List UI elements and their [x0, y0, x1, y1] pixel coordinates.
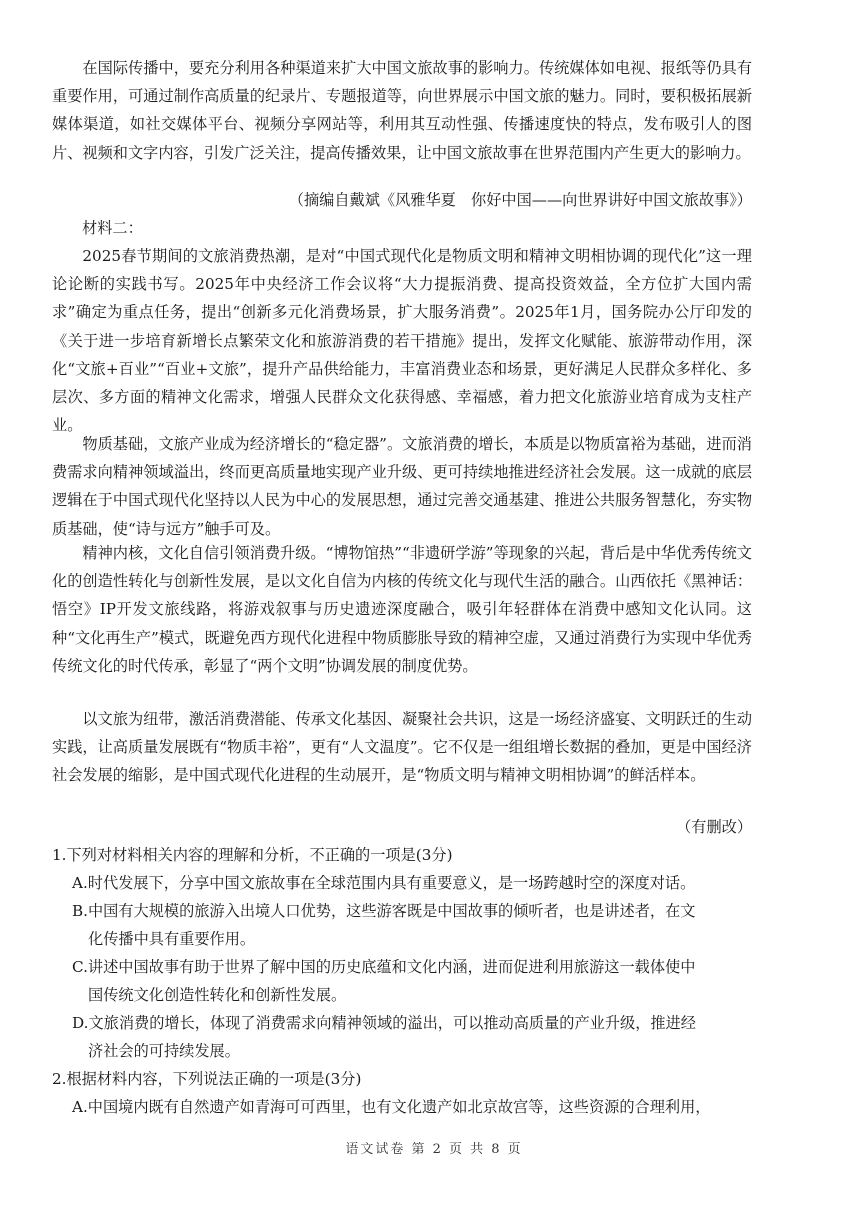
- question-2-option-a: A.中国境内既有自然遗产如青海可可西里，也有文化遗产如北京故宫等，这些资源的合理利用，: [72, 1098, 711, 1116]
- question-2-stem: 2.根据材料内容，下列说法正确的一项是(3分): [52, 1070, 362, 1088]
- material-two-label: 材料二：: [82, 219, 143, 237]
- paragraph-intl-communication: 在国际传播中，要充分利用各种渠道来扩大中国文旅故事的影响力。传统媒体如电视、报纸等仍具有重要作用，可通过制作高质量的纪录片、专题报道等，向世界展示中国文旅的魅力。同时，要积极拓展新媒体渠道，如社交媒体平台、视频分享网站等，利用其互动性强、传播速度快的特点，发布吸引人的图片、视频和文字内容，引发广泛关注，提高传播效果，让中国文旅故事在世界范围内产生更大的影响力。: [52, 59, 752, 162]
- paragraph-spring-festival: 2025春节期间的文旅消费热潮，是对“中国式现代化是物质文明和精神文明相协调的现代化”这一理论论断的实践书写。2025年中央经济工作会议将“大力提振消费、提高投资效益，全方位扩大国内需求”确定为重点任务，提出“创新多元化消费场景，扩大服务消费”。2025年1月，国务院办公厅印发的《关于进一步培育新增长点繁荣文化和旅游消费的若干措施》提出，发挥文化赋能、旅游带动作用，深化“文旅+百业”“百业+文旅”，提升产品供给能力，丰富消费业态和场景，更好满足人民群众多样化、多层次、多方面的精神文化需求，增强人民群众文化获得感、幸福感，着力把文化旅游业培育成为支柱产业。: [52, 247, 752, 435]
- paragraph-conclusion: 以文旅为纽带，激活消费潜能、传承文化基因、凝聚社会共识，这是一场经济盛宴、文明跃迁的生动实践，让高质量发展既有“物质丰裕”，更有“人文温度”。它不仅是一组组增长数据的叠加，更是中国经济社会发展的缩影，是中国式现代化进程的生动展开，是“物质文明与精神文明相协调”的鲜活样本。: [52, 710, 752, 785]
- question-1-option-b: B.中国有大规模的旅游入出境人口优势，这些游客既是中国故事的倾听者，也是讲述者，在文: [72, 902, 696, 920]
- edited-note: （有删改）: [676, 818, 752, 836]
- question-1-option-c-cont: 国传统文化创造性转化和创新性发展。: [88, 986, 347, 1004]
- question-1-option-d-cont: 济社会的可持续发展。: [88, 1042, 240, 1060]
- question-1-stem: 1.下列对材料相关内容的理解和分析，不正确的一项是(3分): [52, 846, 453, 864]
- question-1-option-d: D.文旅消费的增长，体现了消费需求向精神领域的溢出，可以推动高质量的产业升级，推进经: [72, 1014, 696, 1032]
- question-1-option-b-cont: 化传播中具有重要作用。: [88, 930, 256, 948]
- paragraph-spiritual-core: 精神内核，文化自信引领消费升级。“博物馆热”“非遗研学游”等现象的兴起，背后是中华优秀传统文化的创造性转化与创新性发展，是以文化自信为内核的传统文化与现代生活的融合。山西依托《黑神话：悟空》IP开发文旅线路，将游戏叙事与历史遗迹深度融合，吸引年轻群体在消费中感知文化认同。这种“文化再生产”模式，既避免西方现代化进程中物质膨胀导致的精神空虚，又通过消费行为实现中华优秀传统文化的时代传承，彰显了“两个文明”协调发展的制度优势。: [52, 544, 752, 675]
- paragraph-material-basis: 物质基础，文旅产业成为经济增长的“稳定器”。文旅消费的增长，本质是以物质富裕为基础，进而消费需求向精神领域溢出，终而更高质量地实现产业升级、更可持续地推进经济社会发展。这一成就的底层逻辑在于中国式现代化坚持以人民为中心的发展思想，通过完善交通基建、推进公共服务智慧化，夯实物质基础，使“诗与远方”触手可及。: [52, 435, 752, 538]
- question-1-option-c: C.讲述中国故事有助于世界了解中国的历史底蕴和文化内涵，进而促进利用旅游这一载体使中: [72, 958, 696, 976]
- source-citation: （摘编自戴斌《风雅华夏 你好中国——向世界讲好中国文旅故事》）: [288, 191, 752, 209]
- question-1-option-a: A.时代发展下，分享中国文旅故事在全球范围内具有重要意义，是一场跨越时空的深度对话。: [72, 874, 696, 892]
- page-footer: 语文试卷 第 2 页 共 8 页: [345, 1142, 523, 1157]
